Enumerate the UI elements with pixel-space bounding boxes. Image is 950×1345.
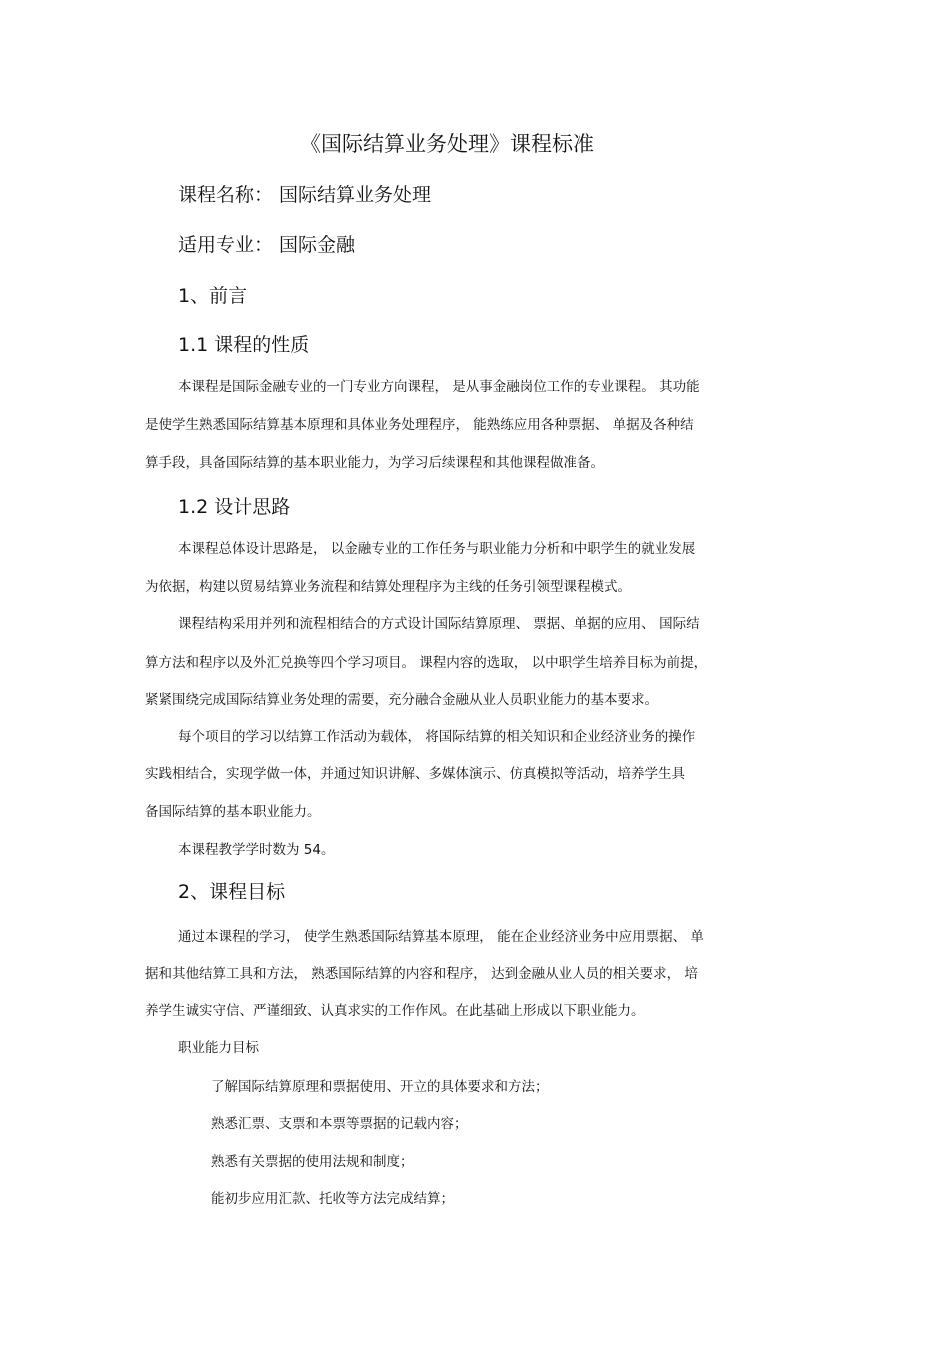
- course-name: 课程名称： 国际结算业务处理: [178, 184, 432, 206]
- document-title: 《国际结算业务处理》课程标准: [300, 132, 594, 156]
- paragraph-line: 本课程是国际金融专业的一门专业方向课程， 是从事金融岗位工作的专业课程。 其功能: [178, 379, 700, 395]
- paragraph-line: 养学生诚实守信、严谨细致、认真求实的工作作风。在此基础上形成以下职业能力。: [145, 1003, 645, 1019]
- paragraph-line: 是使学生熟悉国际结算基本原理和具体业务处理程序， 能熟练应用各种票据、 单据及各种结: [145, 417, 694, 433]
- applicable-major: 适用专业： 国际金融: [178, 234, 356, 256]
- section-1-heading: 1、前言: [178, 285, 248, 307]
- section-1-2-heading: 1.2 设计思路: [178, 496, 291, 518]
- section-1-1-heading: 1.1 课程的性质: [178, 334, 310, 356]
- paragraph-line: 本课程教学学时数为 54。: [178, 842, 335, 858]
- section-2-heading: 2、课程目标: [178, 881, 286, 903]
- paragraph-line: 为依据，构建以贸易结算业务流程和结算处理程序为主线的任务引领型课程模式。: [145, 579, 631, 595]
- ability-item: 熟悉有关票据的使用法规和制度；: [211, 1154, 414, 1170]
- ability-item: 了解国际结算原理和票据使用、开立的具体要求和方法；: [211, 1079, 549, 1095]
- ability-item: 熟悉汇票、支票和本票等票据的记载内容；: [211, 1116, 468, 1132]
- paragraph-line: 本课程总体设计思路是， 以金融专业的工作任务与职业能力分析和中职学生的就业发展: [178, 541, 696, 557]
- paragraph-line: 通过本课程的学习， 使学生熟悉国际结算基本原理， 能在企业经济业务中应用票据、 单: [178, 929, 704, 945]
- paragraph-line: 备国际结算的基本职业能力。: [145, 804, 321, 820]
- paragraph-line: 据和其他结算工具和方法， 熟悉国际结算的内容和程序， 达到金融从业人员的相关要求， 培: [145, 966, 698, 982]
- paragraph-line: 课程结构采用并列和流程相结合的方式设计国际结算原理、 票据、单据的应用、 国际结: [178, 616, 700, 632]
- paragraph-line: 算方法和程序以及外汇兑换等四个学习项目。 课程内容的选取， 以中职学生培养目标为前提，: [145, 655, 708, 671]
- ability-label: 职业能力目标: [178, 1040, 259, 1056]
- paragraph-line: 每个项目的学习以结算工作活动为载体， 将国际结算的相关知识和企业经济业务的操作: [178, 729, 696, 745]
- paragraph-line: 紧紧围绕完成国际结算业务处理的需要，充分融合金融从业人员职业能力的基本要求。: [145, 692, 658, 708]
- paragraph-line: 实践相结合，实现学做一体，并通过知识讲解、多媒体演示、仿真模拟等活动，培养学生具: [145, 766, 685, 782]
- paragraph-line: 算手段，具备国际结算的基本职业能力，为学习后续课程和其他课程做准备。: [145, 455, 604, 471]
- ability-item: 能初步应用汇款、托收等方法完成结算；: [211, 1191, 454, 1207]
